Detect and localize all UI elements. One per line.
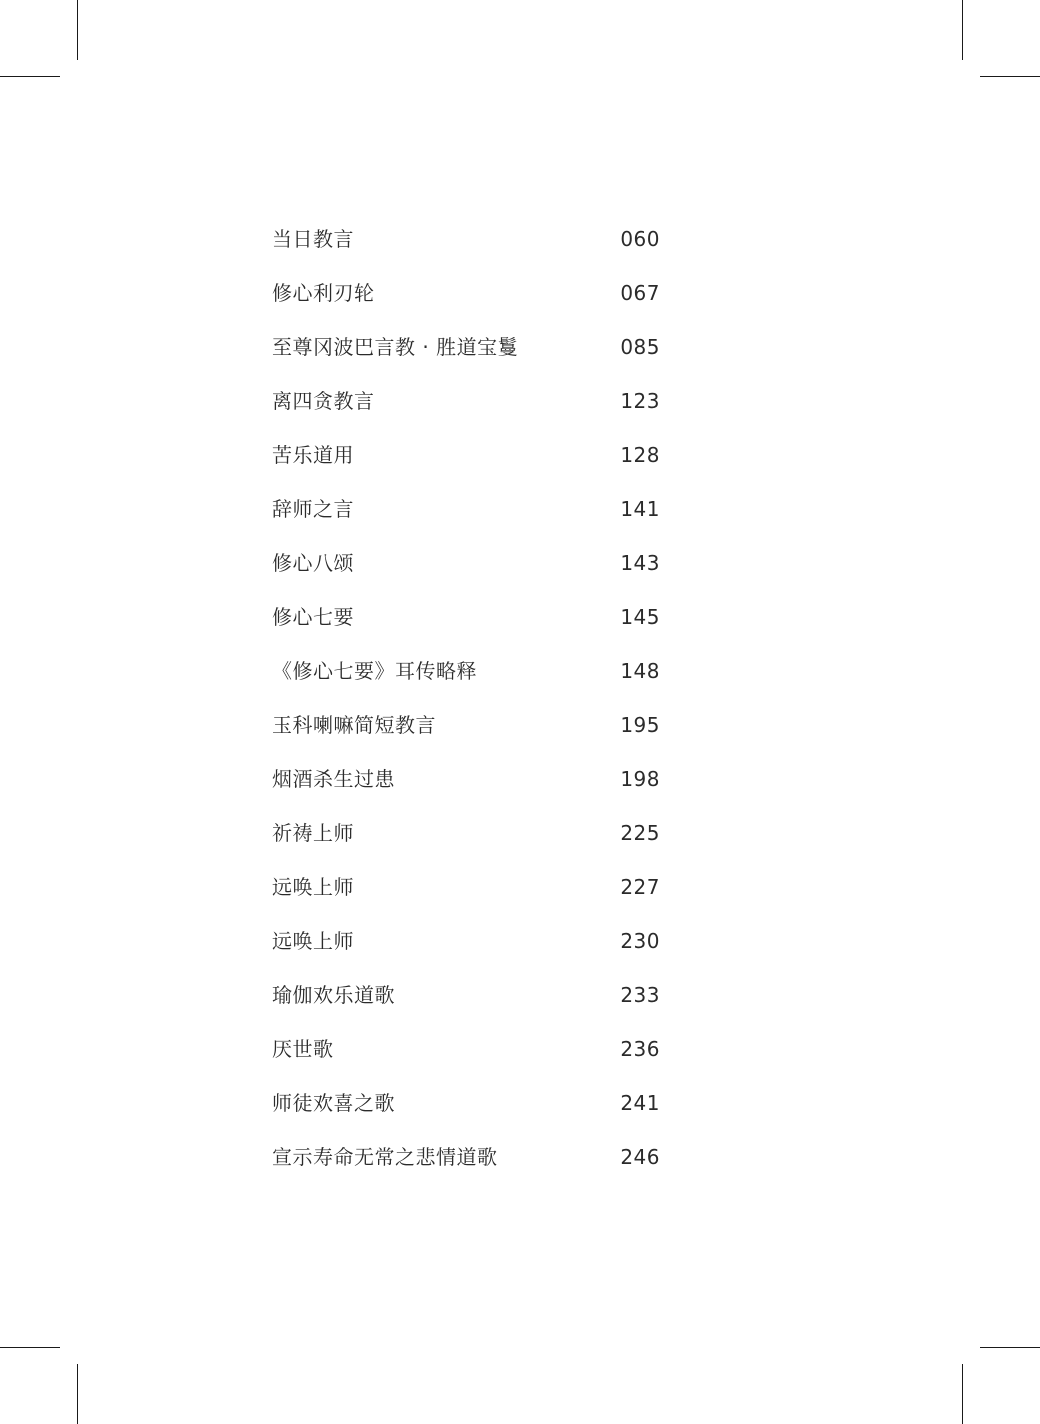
toc-entry-page-number: 225 bbox=[620, 821, 660, 845]
crop-mark-bottom-right-horizontal bbox=[980, 1347, 1040, 1348]
toc-entry-page-number: 060 bbox=[620, 227, 660, 251]
toc-entry-page-number: 241 bbox=[620, 1091, 660, 1115]
toc-entry-title: 远唤上师 bbox=[272, 875, 354, 899]
toc-entry[interactable] bbox=[272, 374, 660, 428]
toc-entry-title: 厌世歌 bbox=[272, 1037, 334, 1061]
toc-entry[interactable] bbox=[272, 536, 660, 590]
crop-mark-top-left-vertical bbox=[77, 0, 78, 60]
toc-entry[interactable] bbox=[272, 428, 660, 482]
toc-entry-page-number: 085 bbox=[620, 335, 660, 359]
toc-entry[interactable] bbox=[272, 482, 660, 536]
toc-entry[interactable] bbox=[272, 1076, 660, 1130]
toc-entry-title: 至尊冈波巴言教 · 胜道宝鬘 bbox=[272, 335, 519, 359]
toc-entry-page-number: 145 bbox=[620, 605, 660, 629]
toc-entry[interactable] bbox=[272, 320, 660, 374]
toc-entry-title: 师徒欢喜之歌 bbox=[272, 1091, 395, 1115]
toc-entry-page-number: 227 bbox=[620, 875, 660, 899]
toc-entry[interactable] bbox=[272, 806, 660, 860]
toc-entry-title: 苦乐道用 bbox=[272, 443, 354, 467]
toc-entry[interactable] bbox=[272, 860, 660, 914]
toc-entry-title: 玉科喇嘛简短教言 bbox=[272, 713, 436, 737]
crop-mark-top-right-horizontal bbox=[980, 76, 1040, 77]
toc-entry-page-number: 141 bbox=[620, 497, 660, 521]
toc-entry[interactable] bbox=[272, 266, 660, 320]
toc-entry-page-number: 230 bbox=[620, 929, 660, 953]
table-of-contents bbox=[272, 212, 660, 1184]
toc-entry-title: 当日教言 bbox=[272, 227, 354, 251]
crop-mark-bottom-left-horizontal bbox=[0, 1347, 60, 1348]
toc-entry-title: 祈祷上师 bbox=[272, 821, 354, 845]
toc-entry-title: 远唤上师 bbox=[272, 929, 354, 953]
toc-entry-title: 《修心七要》耳传略释 bbox=[272, 659, 477, 683]
toc-entry-page-number: 148 bbox=[620, 659, 660, 683]
toc-entry-title: 修心利刃轮 bbox=[272, 281, 375, 305]
toc-entry[interactable] bbox=[272, 644, 660, 698]
toc-entry-title: 修心八颂 bbox=[272, 551, 354, 575]
toc-entry-page-number: 143 bbox=[620, 551, 660, 575]
toc-entry-title: 修心七要 bbox=[272, 605, 354, 629]
crop-mark-top-left-horizontal bbox=[0, 76, 60, 77]
toc-entry-title: 宣示寿命无常之悲情道歌 bbox=[272, 1145, 498, 1169]
toc-entry-page-number: 198 bbox=[620, 767, 660, 791]
toc-entry-page-number: 246 bbox=[620, 1145, 660, 1169]
toc-entry[interactable] bbox=[272, 1130, 660, 1184]
toc-entry-title: 瑜伽欢乐道歌 bbox=[272, 983, 395, 1007]
toc-entry[interactable] bbox=[272, 968, 660, 1022]
toc-entry-page-number: 067 bbox=[620, 281, 660, 305]
crop-mark-top-right-vertical bbox=[962, 0, 963, 60]
toc-entry[interactable] bbox=[272, 590, 660, 644]
toc-entry-page-number: 233 bbox=[620, 983, 660, 1007]
toc-entry[interactable] bbox=[272, 698, 660, 752]
toc-entry-page-number: 123 bbox=[620, 389, 660, 413]
toc-entry[interactable] bbox=[272, 212, 660, 266]
toc-entry[interactable] bbox=[272, 914, 660, 968]
toc-entry-title: 离四贪教言 bbox=[272, 389, 375, 413]
toc-entry[interactable] bbox=[272, 1022, 660, 1076]
toc-entry-page-number: 128 bbox=[620, 443, 660, 467]
toc-entry-title: 辞师之言 bbox=[272, 497, 354, 521]
toc-entry-page-number: 236 bbox=[620, 1037, 660, 1061]
crop-mark-bottom-left-vertical bbox=[77, 1364, 78, 1424]
toc-entry-page-number: 195 bbox=[620, 713, 660, 737]
toc-entry[interactable] bbox=[272, 752, 660, 806]
toc-entry-title: 烟酒杀生过患 bbox=[272, 767, 395, 791]
crop-mark-bottom-right-vertical bbox=[962, 1364, 963, 1424]
